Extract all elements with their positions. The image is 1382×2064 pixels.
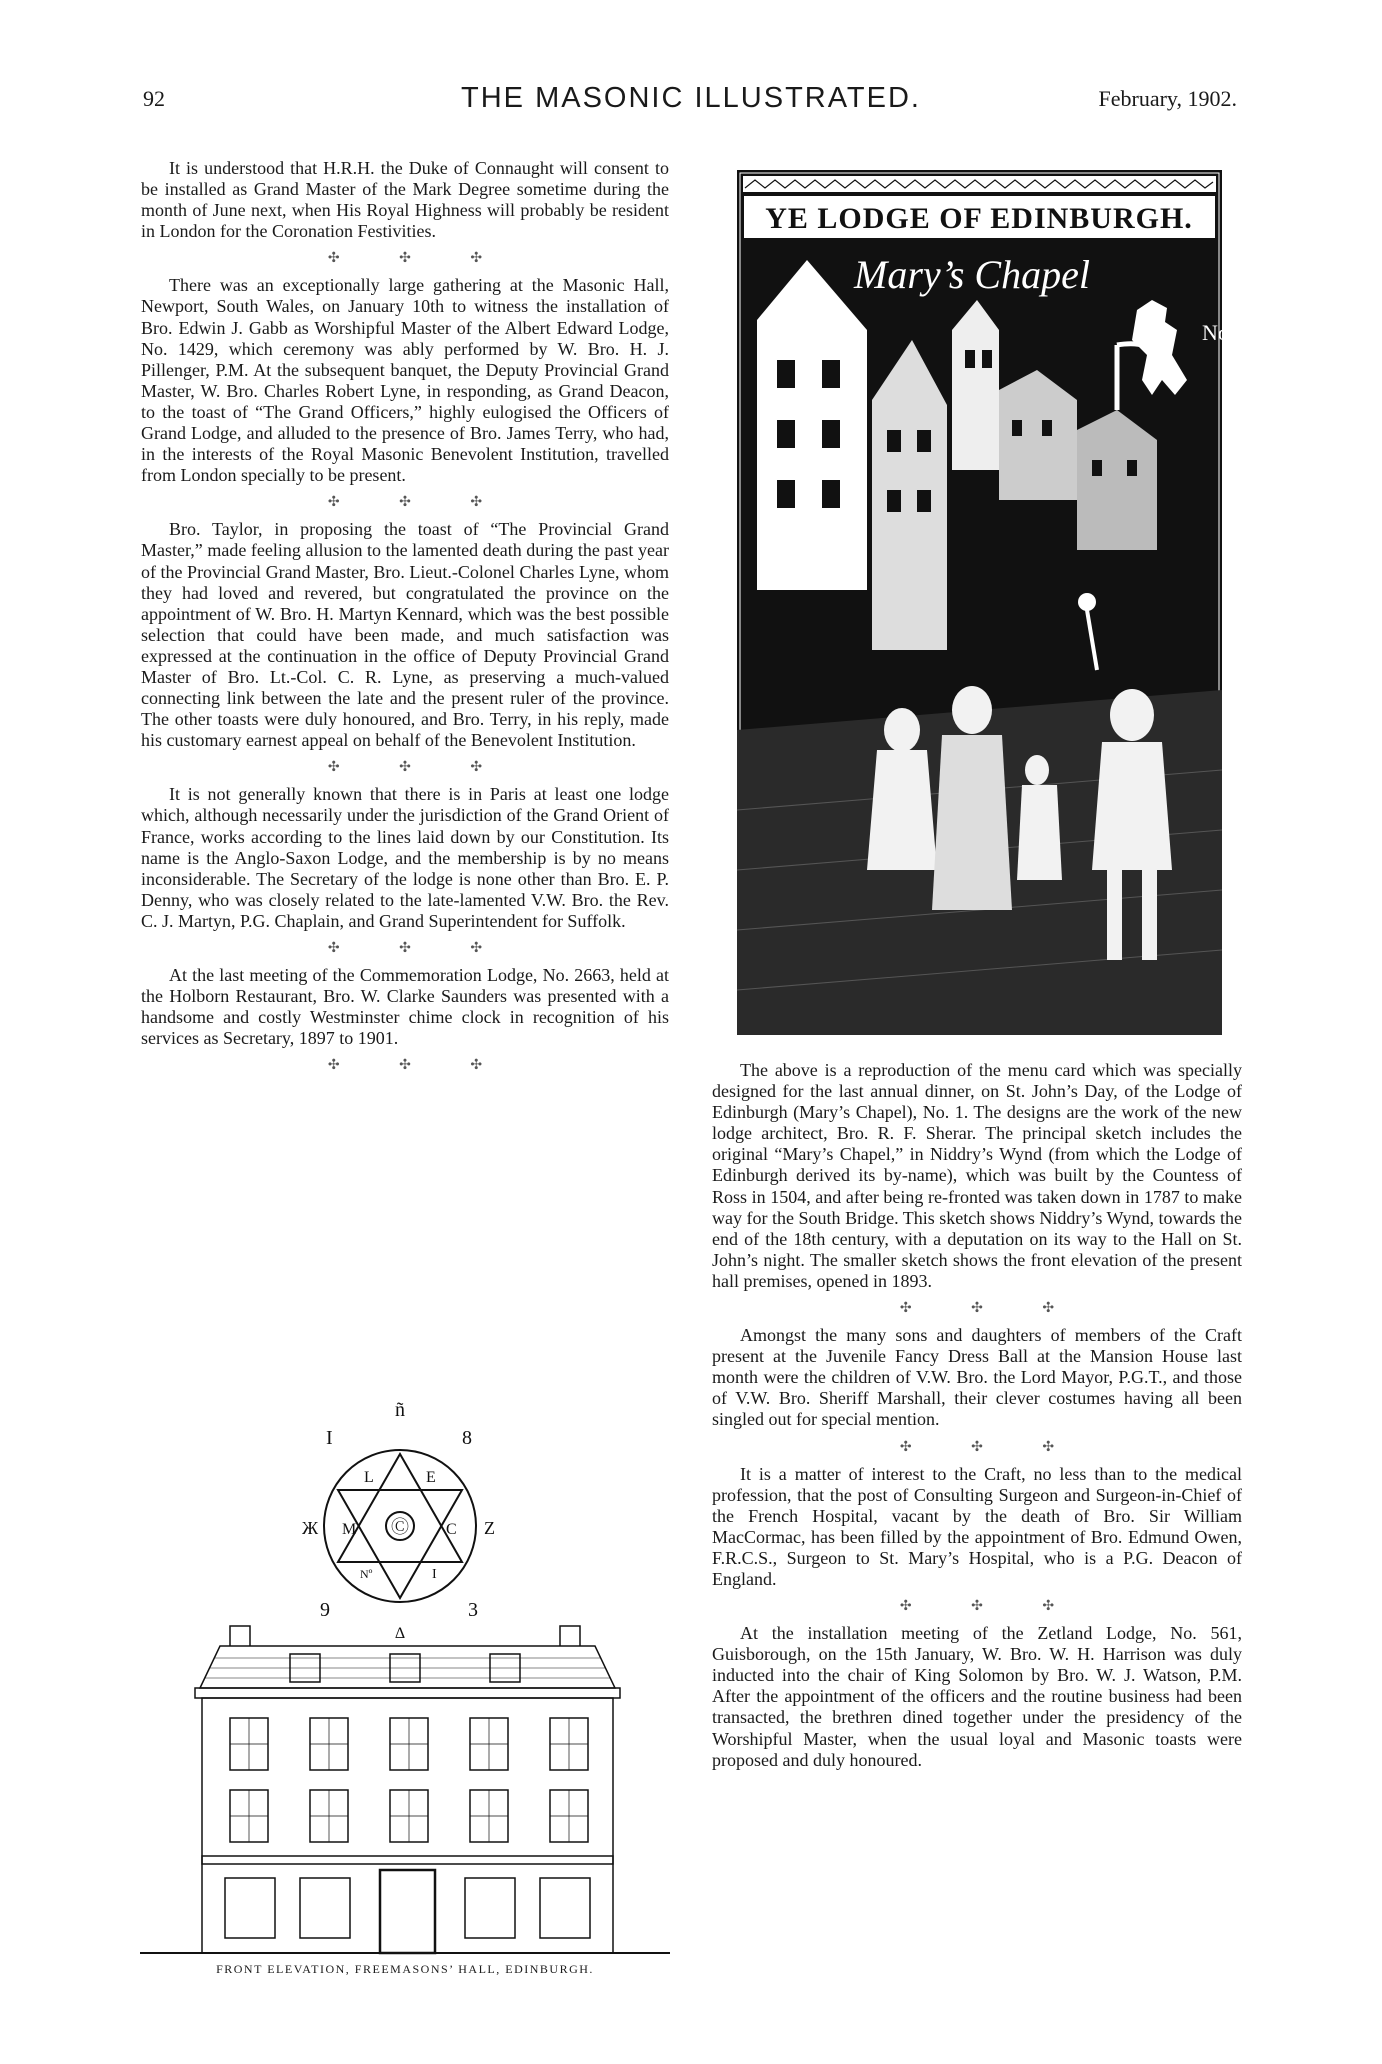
section-separator: ✣ ✣ ✣: [899, 1599, 1083, 1615]
article-paragraph: At the last meeting of the Commemoration Lodge, No. 2663, held at the Holborn Restaurant, Bro. W. Clarke Saunders was presented with a handsome and costly Westminster chime clock in recognition of his services as Secretary, 1897 to 1901.: [141, 965, 669, 1049]
menu-card-banner: YE LODGE OF EDINBURGH.: [765, 202, 1193, 235]
seal-mark: Ж: [302, 1518, 319, 1538]
seal-mark: I: [432, 1567, 437, 1582]
seal-mark: Z: [484, 1518, 495, 1538]
seal-mark: Δ: [394, 1625, 406, 1642]
menu-card-subtitle: Mary’s Chapel: [854, 252, 1090, 297]
article-paragraph: At the installation meeting of the Zetland Lodge, No. 561, Guisborough, on the 15th January, W. Bro. W. H. Harrison was duly inducted into the chair of King Solomon by Bro. W. J. Watson, P.M. After the appointment of the officers and the routine business had been transacted, the brethren dined together under the presidency of the Worshipful Master, when the usual loyal and Masonic toasts were proposed and duly honoured.: [712, 1623, 1242, 1770]
menu-card-illustration: [737, 170, 1246, 1035]
page-number: 92: [143, 86, 165, 111]
masonic-seal-illustration: [300, 1396, 500, 1646]
article-paragraph: There was an exceptionally large gathering at the Masonic Hall, Newport, South Wales, on January 10th to witness the installation of Bro. Edwin J. Gabb as Worshipful Master of the Albert Edward Lodge, No. 1429, which ceremony was ably performed by W. Bro. H. J. Pillenger, P.M. At the subsequent banquet, the Deputy Provincial Grand Master, W. Bro. Charles Robert Lyne, in responding, as Grand Deacon, to the toast of “The Grand Officers,” highly eulogised the Officers of Grand Lodge, and alluded to the presence of Bro. James Terry, who had, in the interests of the Royal Masonic Benevolent Institution, travelled from London specially to be present.: [141, 275, 669, 486]
article-paragraph: It is not generally known that there is in Paris at least one lodge which, although necessarily under the jurisdiction of the Grand Orient of France, works according to the lines laid down by our Constitution. Its name is the Anglo-Saxon Lodge, and the membership is by no means inconsiderable. The Secretary of the lodge is none other than Bro. E. P. Denny, who was closely related to the late-lamented V.W. Bro. the Rev. C. J. Martyn, P.G. Chaplain, and Grand Superintendent for Suffolk.: [141, 784, 669, 931]
article-paragraph: It is understood that H.R.H. the Duke of Connaught will consent to be installed as Grand Master of the Mark Degree sometime during the month of June next, when His Royal Highness will probably be resident in London for the Coronation Festivities.: [141, 158, 669, 242]
lodge-number: No 1: [1202, 320, 1246, 345]
section-separator: ✣ ✣ ✣: [899, 1439, 1083, 1455]
hall-caption: FRONT ELEVATION, FREEMASONS’ HALL, EDINBURGH.: [216, 1962, 594, 1976]
article-paragraph: Bro. Taylor, in proposing the toast of “The Provincial Grand Master,” made feeling allusion to the lamented death during the past year of the Provincial Grand Master, Bro. Lieut.-Colonel Charles Lyne, whom they had loved and revered, but congratulated the province on the appointment of W. Bro. H. Martyn Kennard, which was the best possible selection that could have been made, and much satisfaction was expressed at the continuation in the office of Deputy Provincial Grand Master of Bro. Lt.-Col. C. R. Lyne, as preserving a much-valued connecting link between the late and the present ruler of the province. The other toasts were duly honoured, and Bro. Terry, in his reply, made his customary earnest appeal on behalf of the Benevolent Institution.: [141, 519, 669, 751]
section-separator: ✣ ✣ ✣: [327, 251, 511, 267]
article-paragraph: The above is a reproduction of the menu card which was specially designed for the last annual dinner, on St. John’s Day, of the Lodge of Edinburgh (Mary’s Chapel), No. 1. The designs are the work of the new lodge architect, Bro. R. F. Sherar. The principal sketch includes the original “Mary’s Chapel,” in Niddry’s Wynd (from which the Lodge of Edinburgh derived its by-name), which was built by the Countess of Ross in 1504, and after being re-fronted was taken down in 1787 to make way for the South Bridge. This sketch shows Niddry’s Wynd, towards the end of the 18th century, with a deputation on its way to the Hall on St. John’s night. The smaller sketch shows the front elevation of the present hall premises, opened in 1893.: [712, 1060, 1242, 1291]
seal-mark: C: [446, 1521, 457, 1538]
seal-top-mark: ñ: [395, 1399, 405, 1421]
section-separator: ✣ ✣ ✣: [327, 760, 511, 776]
issue-date: February, 1902.: [1098, 86, 1237, 111]
article-paragraph: It is a matter of interest to the Craft, no less than to the medical profession, that the post of Consulting Surgeon and Surgeon-in-Chief of the French Hospital, vacant by the death of Bro. Sir William MacCormac, has been filled by the appointment of Bro. Edmund Owen, F.R.C.S., Surgeon to St. Mary’s Hospital, who is a P.G. Deacon of England.: [712, 1463, 1242, 1589]
seal-mark: 3: [468, 1599, 478, 1621]
seal-mark: L: [364, 1469, 374, 1486]
article-paragraph: Amongst the many sons and daughters of members of the Craft present at the Juvenile Fancy Dress Ball at the Mansion House last month were the children of V.W. Bro. the Lord Mayor, P.G.T., and those of V.W. Bro. Sheriff Marshall, their clever costumes having all been singled out for special mention.: [712, 1325, 1242, 1430]
seal-mark: E: [426, 1469, 436, 1486]
seal-mark: I: [326, 1427, 333, 1449]
seal-mark: M: [342, 1521, 357, 1538]
seal-mark: 9: [320, 1599, 330, 1621]
section-separator: ✣ ✣ ✣: [327, 495, 511, 511]
seal-mark: 8: [462, 1427, 472, 1449]
seal-mark: Ⓒ: [391, 1517, 409, 1537]
page-header: [0, 82, 1382, 122]
section-separator: ✣ ✣ ✣: [899, 1301, 1083, 1317]
section-separator: ✣ ✣ ✣: [327, 941, 511, 956]
hall-elevation-drawing: [140, 1618, 670, 1960]
left-column: [141, 158, 669, 1082]
seal-mark: Nº: [360, 1567, 373, 1581]
publication-title: THE MASONIC ILLUSTRATED.: [461, 82, 921, 114]
right-column: [712, 1060, 1242, 1771]
section-separator: ✣ ✣ ✣: [327, 1058, 511, 1074]
